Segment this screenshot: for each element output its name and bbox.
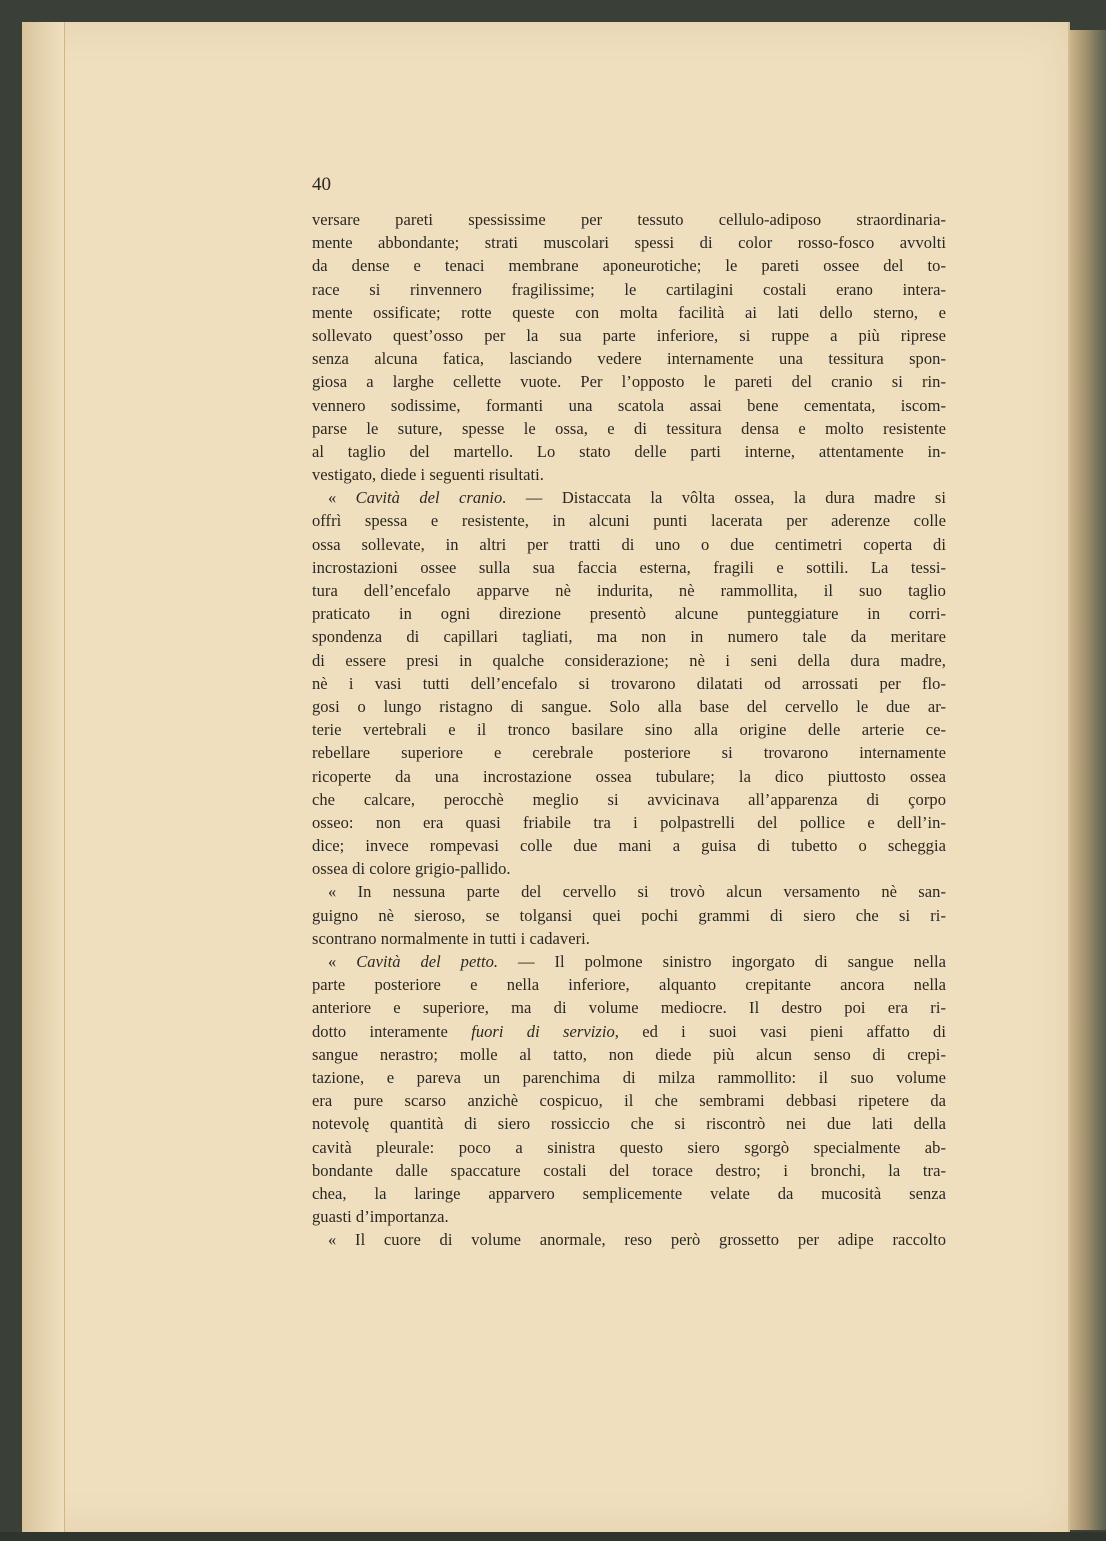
text-line: gosi o lungo ristagno di sangue. Solo alla base del cervello le due ar- bbox=[312, 696, 946, 716]
text-line: versare pareti spessissime per tessuto cellulo-adiposo straordinaria- bbox=[312, 210, 946, 229]
text-line: incrostazioni ossee sulla sua faccia esterna, fragili e sottili. La tessi- bbox=[312, 557, 946, 577]
text-fragment: dotto interamente bbox=[312, 1021, 448, 1041]
text-line: mente abbondante; strati muscolari spessi di color rosso-fosco avvolti bbox=[312, 233, 946, 253]
body-text bbox=[312, 208, 946, 1251]
text-line: guasti d’importanza. bbox=[312, 1207, 449, 1227]
text-line: praticato in ogni direzione presentò alcune punteggiature in corri- bbox=[312, 604, 946, 624]
quote-mark: « bbox=[328, 952, 337, 971]
text-line: chea, la laringe apparvero semplicemente velate da mucosità senza bbox=[312, 1183, 946, 1203]
text-line: era pure scarso anzichè cospicuo, il che sembrami debbasi ripetere da bbox=[312, 1091, 946, 1111]
text-line: terie vertebrali e il tronco basilare sino alla origine delle arterie ce- bbox=[312, 720, 946, 740]
em-dash: — bbox=[518, 952, 535, 971]
cranio-paragraph-start bbox=[312, 486, 946, 509]
text-line: tura dell’encefalo apparve nè indurita, nè rammollita, il suo taglio bbox=[312, 581, 946, 600]
text-line: spondenza di capillari tagliati, ma non in numero tale da meritare bbox=[312, 627, 946, 647]
em-dash: — bbox=[525, 488, 543, 508]
page-right-edge bbox=[1068, 22, 1070, 1532]
text-line: da dense e tenaci membrane aponeurotiche; le pareti ossee del to- bbox=[312, 256, 946, 276]
text-line: offrì spessa e resistente, in alcuni punti lacerata per aderenze colle bbox=[312, 511, 946, 531]
text-line: che calcare, perocchè meglio si avvicinava all’apparenza di çorpo bbox=[312, 789, 946, 809]
text-line: vestigato, diede i seguenti risultati. bbox=[312, 465, 544, 485]
text-line: vennero sodissime, formanti una scatola assai bene cementata, iscom- bbox=[312, 395, 946, 415]
text-line: di essere presi in qualche considerazione; nè i seni della dura madre, bbox=[312, 650, 946, 670]
page-gutter-shadow bbox=[22, 22, 65, 1532]
text-line: parse le suture, spesse le ossa, e di tessitura densa e molto resistente bbox=[312, 418, 946, 438]
text-line: « In nessuna parte del cervello si trovò alcun versamento nè san- bbox=[328, 882, 946, 902]
text-line: race si rinvennero fragilissime; le cartilagini costali erano intera- bbox=[312, 279, 946, 299]
text-line: sollevato quest’osso per la sua parte inferiore, si ruppe a più riprese bbox=[312, 325, 946, 345]
text-line: senza alcuna fatica, lasciando vedere internamente una tessitura spon- bbox=[312, 349, 946, 369]
text-line: mente ossificate; rotte queste con molta facilità ai lati dello sterno, e bbox=[312, 302, 946, 322]
text-line: sangue nerastro; molle al tatto, non diede più alcun senso di crepi- bbox=[312, 1044, 946, 1064]
text-line: anteriore e superiore, ma di volume mediocre. Il destro poi era ri- bbox=[312, 998, 946, 1018]
text-line: al taglio del martello. Lo stato delle parti interne, attentamente in- bbox=[312, 441, 946, 461]
text-fragment: Il polmone sinistro ingorgato di sangue nella bbox=[554, 952, 946, 971]
page-number: 40 bbox=[312, 174, 331, 195]
text-line: nè i vasi tutti dell’encefalo si trovarono dilatati od arrossati per flo- bbox=[312, 673, 946, 693]
text-line: parte posteriore e nella inferiore, alquanto crepitante ancora nella bbox=[312, 975, 946, 995]
text-line: tazione, e pareva un parenchima di milza rammollito: il suo volume bbox=[312, 1067, 946, 1087]
text-line: « Il cuore di volume anormale, reso però grossetto per adipe raccolto bbox=[328, 1230, 946, 1250]
petto-paragraph-start bbox=[312, 950, 946, 973]
text-fragment: Distaccata la vôlta ossea, la dura madre si bbox=[561, 488, 946, 508]
text-line: rebellare superiore e cerebrale posteriore si trovarono internamente bbox=[312, 743, 946, 763]
text-line: bondante dalle spaccature costali del torace destro; i bronchi, la tra- bbox=[312, 1160, 946, 1180]
text-line: dice; invece rompevasi colle due mani a guisa di tubetto o scheggia bbox=[312, 836, 946, 856]
text-line: scontrano normalmente in tutti i cadaveri. bbox=[312, 928, 590, 948]
scan-background-strip bbox=[0, 1532, 1106, 1541]
book-spine-edge bbox=[1070, 30, 1106, 1530]
text-line: ossa sollevate, in altri per tratti di uno o due centimetri coperta di bbox=[312, 534, 946, 554]
text-line: cavità pleurale: poco a sinistra questo siero sgorgò specialmente ab- bbox=[312, 1137, 946, 1157]
text-line: ossea di colore grigio-pallido. bbox=[312, 859, 511, 879]
italic-phrase: fuori di servizio bbox=[471, 1021, 615, 1041]
quote-mark: « bbox=[328, 488, 337, 508]
text-line: notevolę quantità di siero rossiccio che si riscontrò nei due lati della bbox=[312, 1114, 946, 1134]
text-line: osseo: non era quasi friabile tra i polpastrelli del pollice e dell’in- bbox=[312, 812, 946, 832]
text-line-with-italic bbox=[312, 1020, 946, 1043]
text-line: ricoperte da una incrostazione ossea tubulare; la dico piuttosto ossea bbox=[312, 766, 946, 786]
text-fragment: , ed i suoi vasi pieni affatto di bbox=[614, 1021, 946, 1041]
text-line: guigno nè sieroso, se tolgansi quei pochi grammi di siero che si ri- bbox=[312, 905, 946, 925]
text-line: giosa a larghe cellette vuote. Per l’opposto le pareti del cranio si rin- bbox=[312, 372, 946, 392]
section-heading-petto: Cavità del petto. bbox=[356, 952, 499, 971]
section-heading-cranio: Cavità del cranio. bbox=[355, 488, 507, 508]
